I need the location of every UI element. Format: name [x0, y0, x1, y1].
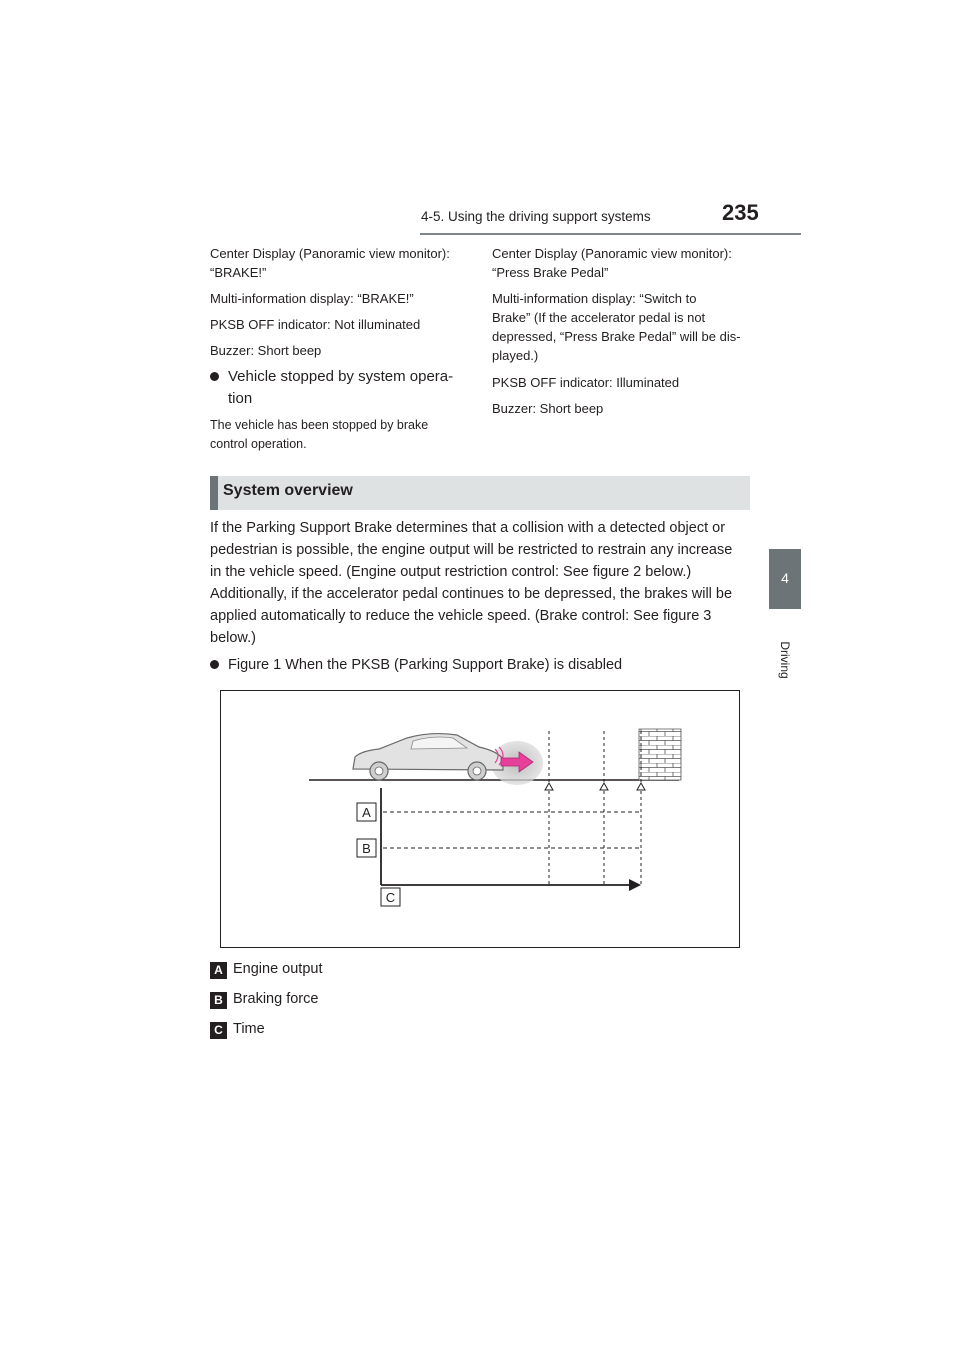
- graph-axis-arrow-icon: [629, 879, 641, 891]
- fig-label-a: A: [362, 805, 371, 820]
- note-line-2: control operation.: [210, 437, 307, 451]
- section-para-line-3: in the vehicle speed. (Engine output restriction control: See figure 2 below.): [210, 564, 692, 580]
- left-line-1: Center Display (Panoramic view monitor):: [210, 246, 450, 261]
- section-title: System overview: [223, 482, 353, 499]
- brick-wall: [639, 729, 681, 780]
- legend-key-b: B: [210, 992, 227, 1009]
- legend-key-a: A: [210, 962, 227, 979]
- right-line-8: Buzzer: Short beep: [492, 401, 604, 416]
- bullet-vehicle-stopped: [210, 366, 453, 388]
- fig-label-c: C: [385, 890, 396, 905]
- right-line-2: “Press Brake Pedal”: [492, 265, 609, 280]
- right-line-4: Brake” (If the accelerator pedal is not: [492, 310, 706, 325]
- right-line-1: Center Display (Panoramic view monitor):: [492, 246, 732, 261]
- right-line-5: depressed, “Press Brake Pedal” will be dis-: [492, 329, 741, 344]
- chapter-label: Driving: [778, 641, 792, 679]
- legend-key-c: C: [210, 1022, 227, 1039]
- section-header-accent: [210, 476, 218, 510]
- header-rule: [420, 233, 801, 235]
- bullet-dot-icon: [210, 372, 219, 381]
- bullet-line-2: tion: [228, 390, 253, 407]
- left-line-4: PKSB OFF indicator: Not illuminated: [210, 317, 421, 332]
- right-line-3: Multi-information display: “Switch to: [492, 291, 697, 306]
- note-line-1: The vehicle has been stopped by brake: [210, 418, 429, 432]
- chapter-number: 4: [781, 570, 789, 586]
- left-line-2: “BRAKE!”: [210, 265, 267, 280]
- section-para-line-2: pedestrian is possible, the engine output will be restricted to restrain any increase: [210, 542, 733, 558]
- section-para-line-1: If the Parking Support Brake determines that a collision with a detected object or: [210, 520, 726, 536]
- bullet-line-1: Vehicle stopped by system opera-: [228, 368, 454, 385]
- car-icon: [353, 734, 503, 780]
- page-number: 235: [722, 200, 759, 225]
- right-line-7: PKSB OFF indicator: Illuminated: [492, 375, 680, 390]
- fig-label-b: B: [362, 841, 371, 856]
- legend-text-c: Time: [233, 1021, 265, 1037]
- left-line-3: Multi-information display: “BRAKE!”: [210, 291, 414, 306]
- figure-caption: [210, 654, 622, 676]
- section-para-line-5: applied automatically to reduce the vehicle speed. (Brake control: See figure 3: [210, 608, 712, 624]
- figure-illustration: [221, 691, 739, 947]
- header-section-title: 4-5. Using the driving support systems: [421, 209, 651, 224]
- legend-text-a: Engine output: [233, 961, 323, 977]
- section-para-line-6: below.): [210, 630, 256, 646]
- left-line-5: Buzzer: Short beep: [210, 343, 322, 358]
- time-markers: [549, 731, 641, 887]
- right-line-6: played.): [492, 348, 539, 363]
- marker-triangles: [545, 783, 645, 790]
- bullet-dot-icon: [210, 660, 219, 669]
- figure-caption-text: Figure 1 When the PKSB (Parking Support Brake) is disabled: [228, 657, 623, 673]
- legend-text-b: Braking force: [233, 991, 319, 1007]
- figure-pksb-disabled: [220, 690, 740, 948]
- section-para-line-4: Additionally, if the accelerator pedal continues to be depressed, the brakes will be: [210, 586, 733, 602]
